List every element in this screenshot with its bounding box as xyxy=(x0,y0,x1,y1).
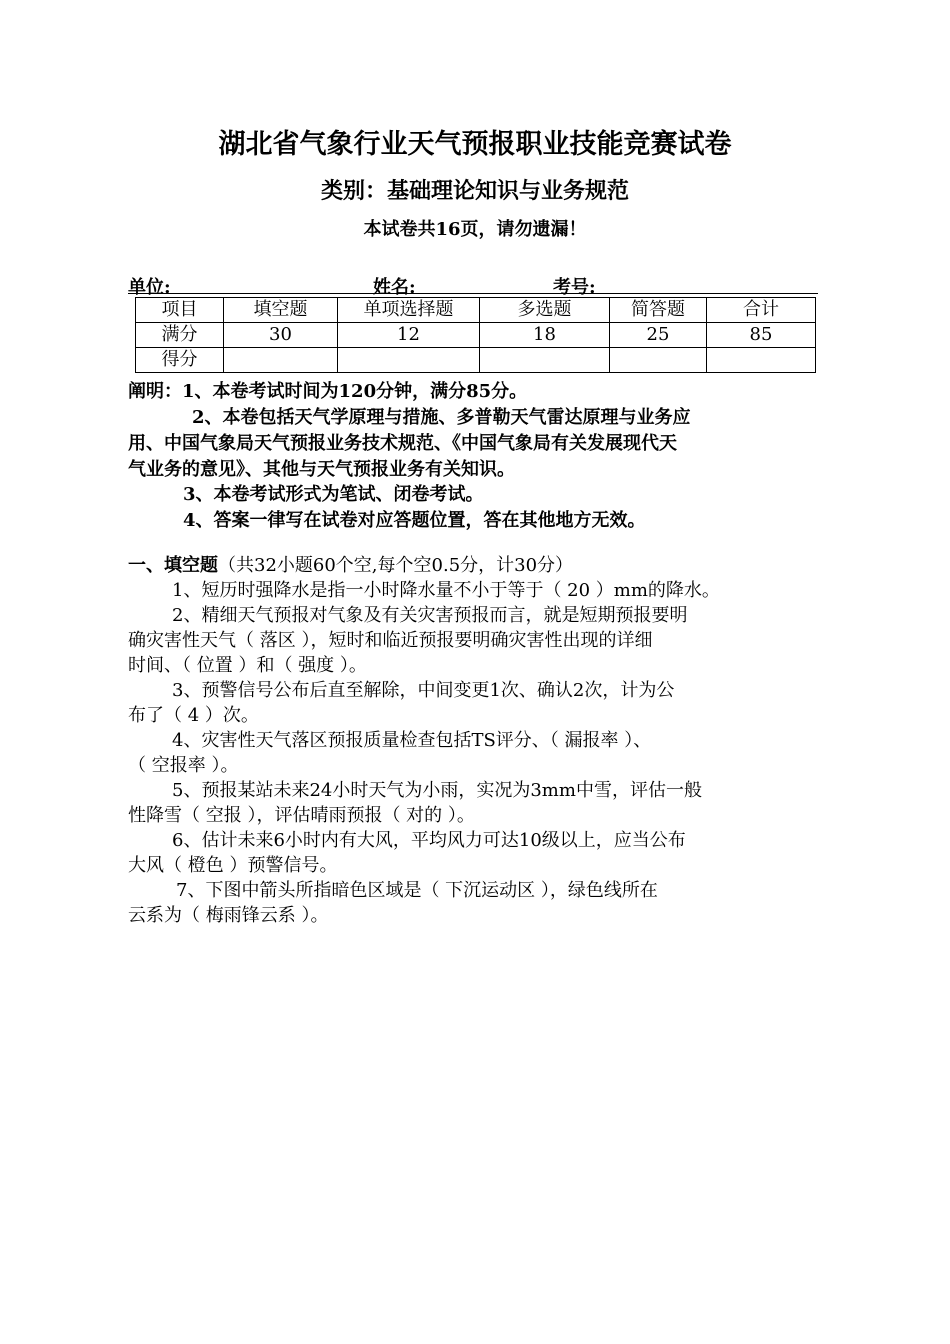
info-underline xyxy=(128,293,818,294)
score-input-cell[interactable] xyxy=(707,348,816,373)
exam-category: 类别：基础理论知识与业务规范 xyxy=(320,178,629,204)
table-header: 多选题 xyxy=(480,298,610,323)
table-header: 合计 xyxy=(707,298,816,323)
section-1-title: 一、填空题 xyxy=(128,555,218,576)
row-label: 满分 xyxy=(136,323,224,348)
score-input-cell[interactable] xyxy=(338,348,480,373)
score-input-cell[interactable] xyxy=(224,348,338,373)
note-2-line-1: 2、本卷包括天气学原理与措施、多普勒天气雷达原理与业务应 xyxy=(192,407,691,428)
question-line: 4、灾害性天气落区预报质量检查包括TS评分、（ 漏报率 ）、 xyxy=(172,730,652,751)
candidate-info-row xyxy=(128,273,818,298)
table-cell: 30 xyxy=(224,323,338,348)
page-title: 湖北省气象行业天气预报职业技能竞赛试卷 xyxy=(218,129,732,160)
table-cell: 25 xyxy=(610,323,707,348)
question-line: 云系为（ 梅雨锋云系 ）。 xyxy=(128,905,329,926)
note-4: 4、答案一律写在试卷对应答题位置，答在其他地方无效。 xyxy=(183,510,646,531)
table-cell: 12 xyxy=(338,323,480,348)
note-2-line-3: 气业务的意见》、其他与天气预报业务有关知识。 xyxy=(128,459,515,480)
table-row xyxy=(136,323,816,348)
question-line: （ 空报率 ）。 xyxy=(128,755,239,776)
question-line: 时间、（ 位置 ）和（ 强度 ）。 xyxy=(128,655,367,676)
question-line: 3、预警信号公布后直至解除，中间变更1次、确认2次，计为公 xyxy=(172,680,675,701)
table-row xyxy=(136,298,816,323)
section-1-heading xyxy=(128,551,573,577)
table-header: 单项选择题 xyxy=(338,298,480,323)
question-line: 7、下图中箭头所指暗色区域是（ 下沉运动区 ），绿色线所在 xyxy=(176,880,658,901)
question-line: 性降雪（ 空报 ），评估晴雨预报（ 对的 ）。 xyxy=(128,805,475,826)
unit-label: 单位: xyxy=(128,277,171,298)
note-3: 3、本卷考试形式为笔试、闭卷考试。 xyxy=(183,484,484,505)
question-line: 大风（ 橙色 ）预警信号。 xyxy=(128,855,338,876)
question-line: 5、预报某站未来24小时天气为小雨，实况为3mm中雪，评估一般 xyxy=(172,780,702,801)
score-input-cell[interactable] xyxy=(480,348,610,373)
table-header: 简答题 xyxy=(610,298,707,323)
table-header: 项目 xyxy=(136,298,224,323)
name-label: 姓名: xyxy=(373,277,416,298)
table-row xyxy=(136,348,816,373)
table-cell: 18 xyxy=(480,323,610,348)
note-2-line-2: 用、中国气象局天气预报业务技术规范、《中国气象局有关发展现代天 xyxy=(128,433,677,454)
note-1: 阐明：1、本卷考试时间为120分钟，满分85分。 xyxy=(128,381,528,402)
question-line: 6、估计未来6小时内有大风，平均风力可达10级以上，应当公布 xyxy=(172,830,686,851)
question-line: 1、短历时强降水是指一小时降水量不小于等于（ 20 ）mm的降水。 xyxy=(172,580,720,601)
row-label: 得分 xyxy=(136,348,224,373)
question-line: 确灾害性天气（ 落区 ），短时和临近预报要明确灾害性出现的详细 xyxy=(128,630,653,651)
question-line: 布了（ 4 ）次。 xyxy=(128,705,259,726)
score-table xyxy=(135,297,816,373)
score-input-cell[interactable] xyxy=(610,348,707,373)
question-line: 2、精细天气预报对气象及有关灾害预报而言，就是短期预报要明 xyxy=(172,605,688,626)
page-count-note: 本试卷共16页，请勿遗漏！ xyxy=(363,219,587,240)
table-cell: 85 xyxy=(707,323,816,348)
table-header: 填空题 xyxy=(224,298,338,323)
exam-number-label: 考号: xyxy=(553,277,596,298)
section-1-note: （共32小题60个空,每个空0.5分，计30分） xyxy=(218,555,574,576)
